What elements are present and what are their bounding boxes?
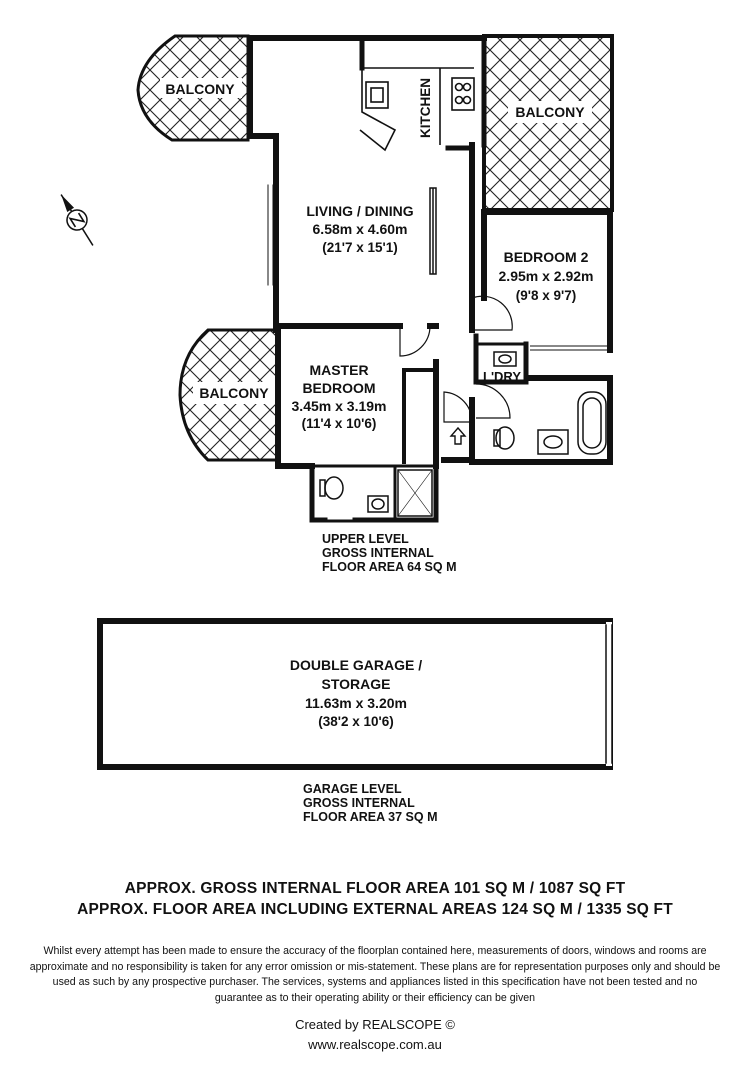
disclaimer-text: Whilst every attempt has been made to ensure the accuracy of the floorplan contained here, measurements of doors, windows and rooms are approximate and no responsibility is taken for any error omission or mis-statement. These plans are for representation purposes only and should be used as such by any prospective purchaser. The services, systems and appliances listed in this specification have not been tested and no guarantee as to their operating ability or their efficiency can be given <box>29 945 721 1004</box>
compass-icon <box>53 189 102 250</box>
door-swings <box>400 296 608 422</box>
created-by-credit: Created by REALSCOPE © <box>295 1017 455 1032</box>
garage-name-1: DOUBLE GARAGE / <box>289 657 423 673</box>
bathroom-fixtures <box>494 352 606 454</box>
upper-level-line3: FLOOR AREA 64 SQ M <box>322 560 457 574</box>
laundry-label: L'DRY <box>483 369 521 384</box>
garage-level-line1: GARAGE LEVEL <box>303 782 402 796</box>
balcony-top-right <box>484 36 612 210</box>
website-link[interactable]: www.realscope.com.au <box>308 1037 442 1052</box>
master-name-1: MASTER <box>309 362 369 378</box>
sliding-door-living <box>430 188 436 274</box>
bedroom2-name: BEDROOM 2 <box>503 249 589 265</box>
master-metric: 3.45m x 3.19m <box>291 398 387 414</box>
garage-level-line2: GROSS INTERNAL <box>303 796 415 810</box>
master-imperial: (11'4 x 10'6) <box>301 416 377 431</box>
ensuite-fixtures <box>320 470 432 516</box>
living-imperial: (21'7 x 15'1) <box>322 240 398 255</box>
upper-level-line2: GROSS INTERNAL <box>322 546 434 560</box>
balcony-left-label: BALCONY <box>199 385 269 401</box>
summary-gross-internal: APPROX. GROSS INTERNAL FLOOR AREA 101 SQ M / 1087 SQ FT <box>124 880 626 897</box>
kitchen-label: KITCHEN <box>418 78 433 138</box>
upper-level-line1: UPPER LEVEL <box>322 532 409 546</box>
balcony-top-right-label: BALCONY <box>515 104 585 120</box>
balcony-top-left-label: BALCONY <box>165 81 235 97</box>
kitchen-fixtures <box>360 68 474 150</box>
garage-level-line3: FLOOR AREA 37 SQ M <box>303 810 438 824</box>
living-name: LIVING / DINING <box>306 203 414 219</box>
summary-including-external: APPROX. FLOOR AREA INCLUDING EXTERNAL AREAS 124 SQ M / 1335 SQ FT <box>77 901 673 918</box>
bedroom2-imperial: (9'8 x 9'7) <box>515 288 577 303</box>
bedroom2-metric: 2.95m x 2.92m <box>498 268 594 284</box>
master-name-2: BEDROOM <box>302 380 376 396</box>
garage-metric: 11.63m x 3.20m <box>305 695 407 711</box>
garage-imperial: (38'2 x 10'6) <box>318 714 394 729</box>
entry-arrow-icon <box>451 428 465 444</box>
garage-name-2: STORAGE <box>321 676 391 692</box>
living-metric: 6.58m x 4.60m <box>312 221 408 237</box>
